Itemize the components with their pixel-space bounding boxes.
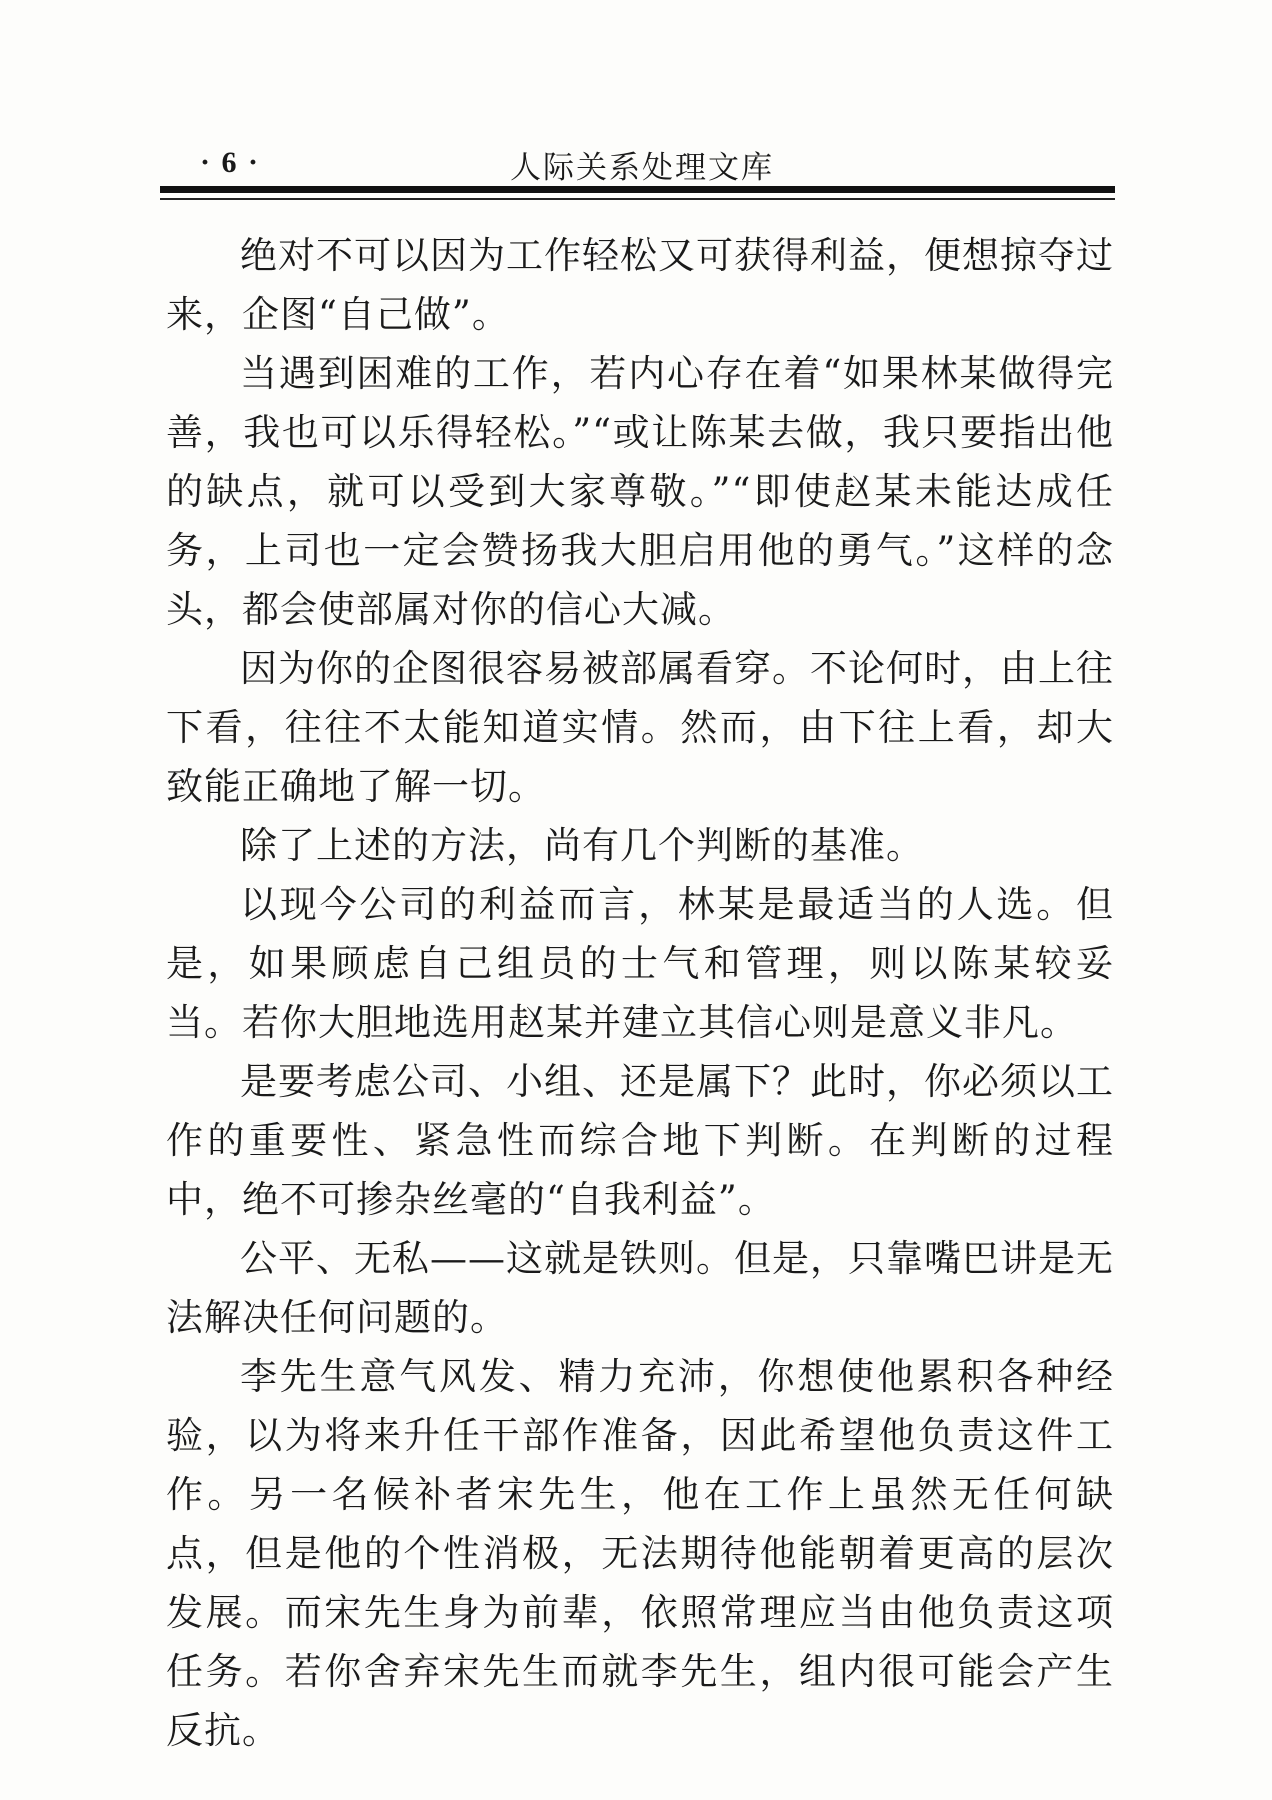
paragraph-2: 当遇到困难的工作，若内心存在着“如果林某做得完善，我也可以乐得轻松。”“或让陈某去做，我只要指出他的缺点，就可以受到大家尊敬。”“即使赵某未能达成任务，上司也一定会赞扬我大胆启用他的勇气。”这样的念头，都会使部属对你的信心大减。	[166, 352, 1114, 631]
paragraph-4: 除了上述的方法，尚有几个判断的基准。	[240, 824, 924, 867]
paragraph-8: 李先生意气风发、精力充沛，你想使他累积各种经验，以为将来升任干部作准备，因此希望他负责这件工作。另一名候补者宋先生，他在工作上虽然无任何缺点，但是他的个性消极，无法期待他能朝着更高的层次发展。而宋先生身为前辈，依照常理应当由他负责这项任务。若你舍弃宋先生而就李先生，组内很可能会产生反抗。	[166, 1355, 1114, 1752]
running-title: 人际关系处理文库	[510, 150, 774, 186]
page-number: · 6 ·	[200, 146, 261, 179]
header-rule-thick	[160, 186, 1115, 193]
body-text	[166, 226, 1114, 1760]
paragraph-7: 公平、无私——这就是铁则。但是，只靠嘴巴讲是无法解决任何问题的。	[166, 1237, 1114, 1339]
paragraph-5: 以现今公司的利益而言，林某是最适当的人选。但是，如果顾虑自己组员的士气和管理，则以陈某较妥当。若你大胆地选用赵某并建立其信心则是意义非凡。	[166, 883, 1114, 1044]
paragraph-6: 是要考虑公司、小组、还是属下？此时，你必须以工作的重要性、紧急性而综合地下判断。在判断的过程中，绝不可掺杂丝毫的“自我利益”。	[166, 1060, 1114, 1221]
page-header	[160, 138, 1115, 190]
paragraph-1: 绝对不可以因为工作轻松又可获得利益，便想掠夺过来，企图“自己做”。	[166, 234, 1114, 336]
header-rule-thin	[160, 198, 1115, 200]
paragraph-3: 因为你的企图很容易被部属看穿。不论何时，由上往下看，往往不太能知道实情。然而，由下往上看，却大致能正确地了解一切。	[166, 647, 1114, 808]
